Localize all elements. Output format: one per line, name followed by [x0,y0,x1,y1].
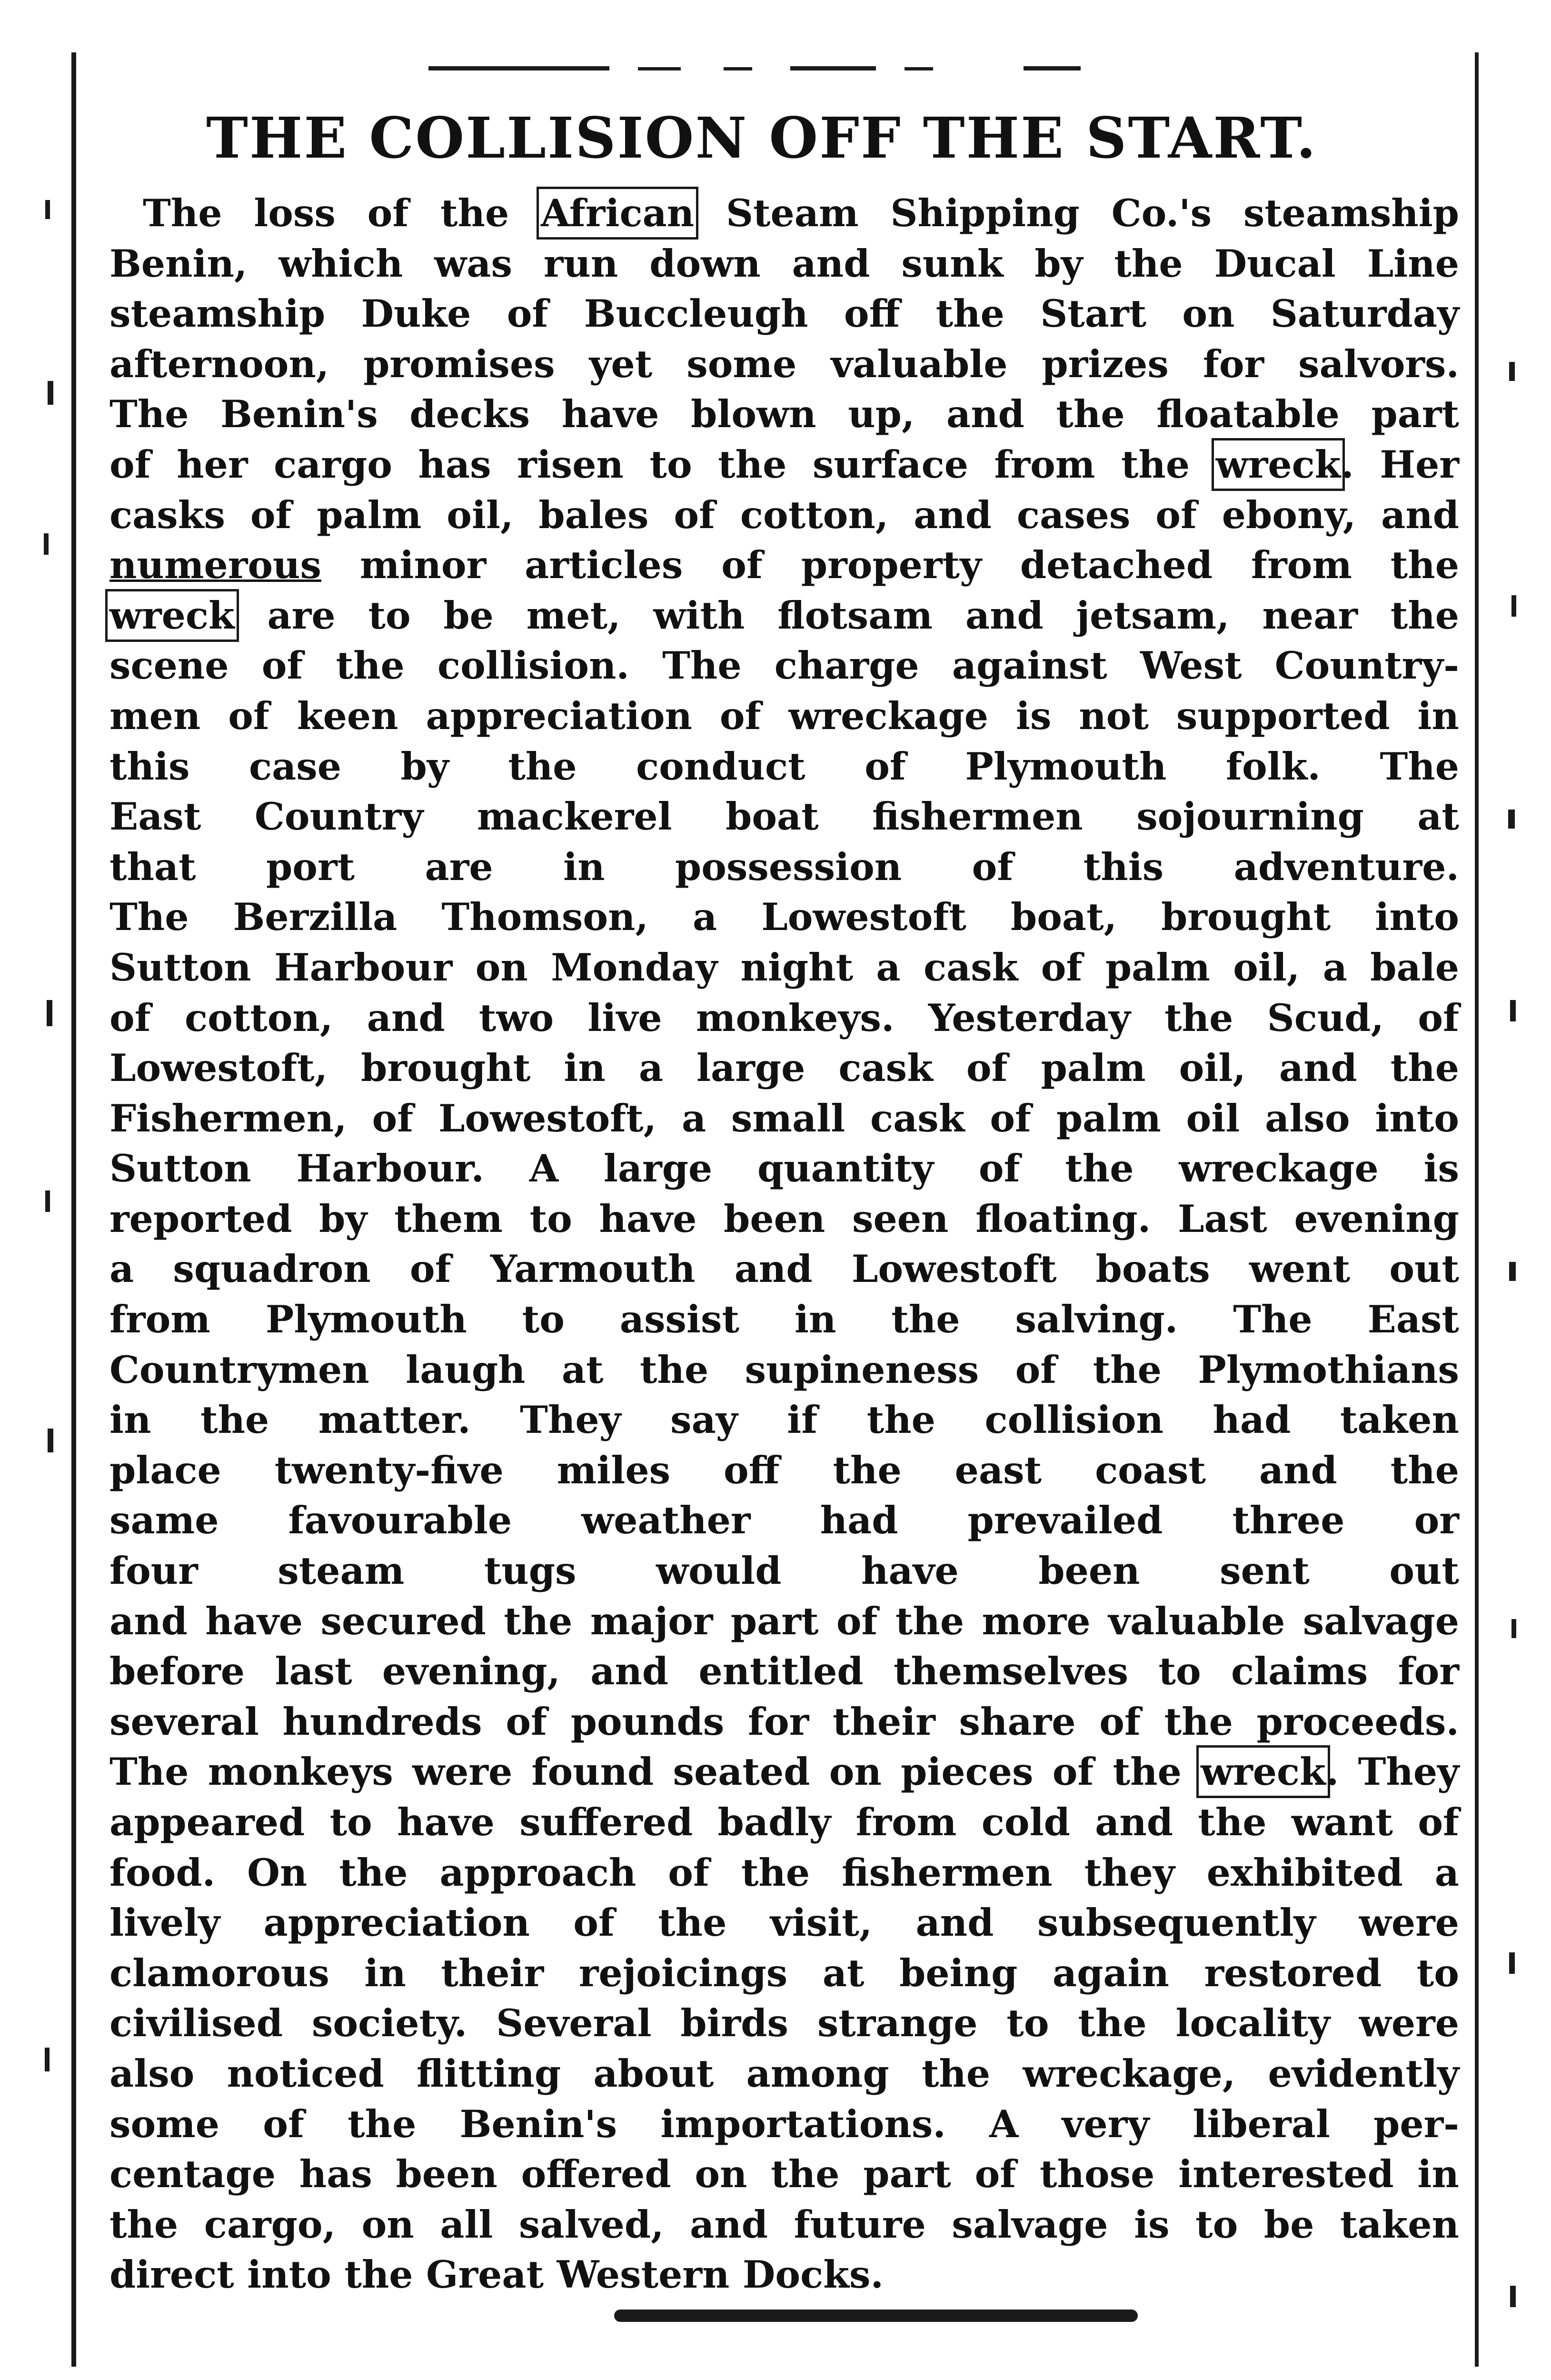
article-line: steamship Duke of Buccleugh off the Start on Saturday [109,291,1459,336]
right-column-rule [1475,52,1479,2367]
article-line: Benin, which was run down and sunk by the Ducal Line [109,241,1459,286]
article-line: Sutton Harbour. A large quantity of the wreckage is [109,1146,1459,1191]
margin-speck [1509,1952,1515,1974]
margin-speck [1511,595,1516,617]
article-line: Sutton Harbour on Monday night a cask of palm oil, a bale [109,945,1459,990]
highlighted-word: wreck [109,593,235,638]
article-line [109,440,1459,490]
article-line: direct into the Great Western Docks. [109,2252,884,2297]
margin-speck [45,200,50,219]
article-line: appeared to have suffered badly from cold and the want of [109,1800,1459,1844]
margin-speck [47,1000,52,1026]
bottom-rule [614,2310,1138,2322]
headline: THE COLLISION OFF THE START. [206,105,1317,171]
article-line-segment: are to be met, with flotsam and jetsam, near the [234,593,1459,638]
article-line: lively appreciation of the visit, and subsequently were [109,1900,1459,1945]
article-line: and have secured the major part of the more valuable salvage [109,1599,1459,1643]
article-line-segment: minor articles of property detached from the [321,543,1459,588]
margin-speck [48,381,53,405]
article-line: civilised society. Several birds strange to the locality were [109,2001,1459,2046]
article-line: some of the Benin's importations. A very liberal per- [109,2101,1459,2146]
article-line-segment: . Her [1341,442,1459,487]
article-line: men of keen appreciation of wreckage is not supported in [109,693,1459,738]
margin-speck [45,1190,50,1212]
article-line: the cargo, on all salved, and future salvage is to be taken [109,2202,1459,2247]
article-line: before last evening, and entitled themselves to claims for [109,1649,1459,1694]
article-line: a squadron of Yarmouth and Lowestoft boats went out [109,1247,1459,1291]
margin-speck [45,2048,50,2071]
highlighted-word: wreck [1215,442,1341,487]
article-line [109,188,1459,239]
article-line: several hundreds of pounds for their share of the proceeds. [109,1699,1459,1744]
article-body [109,188,1459,2300]
margin-speck [48,1429,53,1452]
article-line: The Benin's decks have blown up, and the floatable part [109,392,1459,437]
article-line-segment: of her cargo has risen to the surface from the [109,442,1216,487]
article-line: centage has been offered on the part of those interested in [109,2152,1459,2197]
article-line: casks of palm oil, bales of cotton, and cases of ebony, and [109,492,1459,537]
highlighted-word: African [541,191,695,235]
margin-speck [1510,1000,1516,1021]
article-line [109,1747,1459,1797]
article-line-segment: The loss of the [143,191,541,235]
article-line: scene of the collision. The charge against West Country- [109,643,1459,688]
left-column-rule [71,52,76,2367]
article-line [109,540,1459,590]
article-line: that port are in possession of this adventure. [109,844,1459,889]
article-line: of cotton, and two live monkeys. Yesterday the Scud, of [109,995,1459,1040]
article-line: food. On the approach of the fishermen they exhibited a [109,1850,1459,1895]
article-line: East Country mackerel boat fishermen sojourning at [109,794,1459,839]
margin-speck [1511,1619,1516,1638]
article-line [109,590,1459,641]
article-line: also noticed flitting about among the wreckage, evidently [109,2051,1459,2096]
article-line: same favourable weather had prevailed three or [109,1498,1459,1543]
margin-speck [1508,810,1515,829]
article-line: from Plymouth to assist in the salving. The East [109,1297,1459,1342]
article-line: Lowestoft, brought in a large cask of palm oil, and the [109,1046,1459,1090]
underlined-word: numerous [109,543,321,588]
article-line-segment: The monkeys were found seated on pieces of the [109,1750,1201,1794]
article-line: Fishermen, of Lowestoft, a small cask of palm oil also into [109,1096,1459,1140]
article-line: place twenty-five miles off the east coast and the [109,1448,1459,1492]
margin-speck [1510,2286,1516,2307]
margin-speck [1509,362,1515,381]
top-ornament-dashes [428,60,1119,79]
article-line: The Berzilla Thomson, a Lowestoft boat, brought into [109,895,1459,940]
article-line: this case by the conduct of Plymouth folk. The [109,744,1459,789]
article-line: Countrymen laugh at the supineness of the Plymothians [109,1347,1459,1392]
article-line-segment: Steam Shipping Co.'s steamship [694,191,1459,235]
article-line: afternoon, promises yet some valuable prizes for salvors. [109,341,1459,386]
article-line-segment: . They [1325,1750,1459,1794]
margin-speck [1509,1262,1516,1281]
margin-speck [44,533,49,555]
article-line: reported by them to have been seen floating. Last evening [109,1196,1459,1241]
article-line: four steam tugs would have been sent out [109,1549,1459,1593]
highlighted-word: wreck [1201,1750,1326,1794]
article-line: clamorous in their rejoicings at being again restored to [109,1950,1459,1995]
article-line: in the matter. They say if the collision had taken [109,1398,1459,1442]
